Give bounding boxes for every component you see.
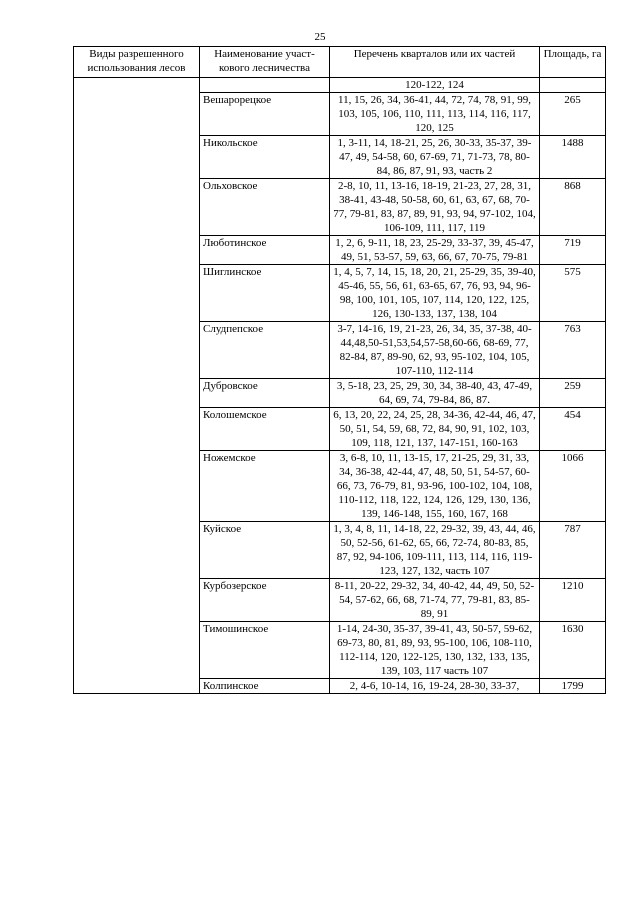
- area-cell: 763: [540, 322, 606, 379]
- quarters-cell: 8-11, 20-22, 29-32, 34, 40-42, 44, 49, 50, 52-54, 57-62, 66, 68, 71-74, 77, 79-81, 83, 85-89, 91: [330, 579, 540, 622]
- quarters-cell: 3, 6-8, 10, 11, 13-15, 17, 21-25, 29, 31, 33, 34, 36-38, 42-44, 47, 48, 50, 51, 54-57, 60-66, 73, 76-79, 81, 93-96, 100-102, 104, 108, 110-112, 118, 122, 124, 126, 129, 130, 136, 139, 146-148, 155, 160, 167, 168: [330, 451, 540, 522]
- area-cell: 1066: [540, 451, 606, 522]
- forestry-name-cell: Ольховское: [200, 179, 330, 236]
- use-type-cell: [74, 78, 200, 694]
- quarters-cell: 2, 4-6, 10-14, 16, 19-24, 28-30, 33-37,: [330, 679, 540, 694]
- header-forestry-name: Наименование участ-кового лесничества: [200, 47, 330, 78]
- quarters-cell: 1, 3-11, 14, 18-21, 25, 26, 30-33, 35-37, 39-47, 49, 54-58, 60, 67-69, 71, 71-73, 78, 80-84, 86, 87, 91, 93, часть 2: [330, 136, 540, 179]
- forest-quarters-table: [73, 46, 606, 694]
- area-cell: 259: [540, 379, 606, 408]
- forestry-name-cell: Курбозерское: [200, 579, 330, 622]
- forestry-name-cell: Люботинское: [200, 236, 330, 265]
- forestry-name-cell: Колпинское: [200, 679, 330, 694]
- forestry-name-cell: Шиглинское: [200, 265, 330, 322]
- forestry-name-cell: Слудпепское: [200, 322, 330, 379]
- forestry-name-cell: [200, 78, 330, 93]
- forestry-name-cell: Никольское: [200, 136, 330, 179]
- quarters-cell: 2-8, 10, 11, 13-16, 18-19, 21-23, 27, 28, 31, 38-41, 43-48, 50-58, 60, 61, 63, 67, 68, 70-77, 79-81, 83, 87, 89, 91, 93, 94, 97-102, 104, 106-109, 111, 117, 119: [330, 179, 540, 236]
- area-cell: 868: [540, 179, 606, 236]
- area-cell: 1210: [540, 579, 606, 622]
- area-cell: [540, 78, 606, 93]
- area-cell: 787: [540, 522, 606, 579]
- table-row: [74, 78, 606, 93]
- quarters-cell: 1, 2, 6, 9-11, 18, 23, 25-29, 33-37, 39, 45-47, 49, 51, 53-57, 59, 63, 66, 67, 70-75, 79-81: [330, 236, 540, 265]
- page-number: 25: [314, 31, 326, 43]
- quarters-cell: 11, 15, 26, 34, 36-41, 44, 72, 74, 78, 91, 99, 103, 105, 106, 110, 111, 113, 114, 116, 117, 120, 125: [330, 93, 540, 136]
- forestry-name-cell: Куйское: [200, 522, 330, 579]
- area-cell: 575: [540, 265, 606, 322]
- quarters-cell: 3, 5-18, 23, 25, 29, 30, 34, 38-40, 43, 47-49, 64, 69, 74, 79-84, 86, 87.: [330, 379, 540, 408]
- quarters-cell: 6, 13, 20, 22, 24, 25, 28, 34-36, 42-44, 46, 47, 50, 51, 54, 59, 68, 72, 84, 90, 91, 102, 103, 109, 118, 121, 137, 147-151, 160-163: [330, 408, 540, 451]
- quarters-cell: 3-7, 14-16, 19, 21-23, 26, 34, 35, 37-38, 40-44,48,50-51,53,54,57-58,60-66, 68-69, 77, 82-84, 87, 89-90, 62, 93, 95-102, 104, 105, 107-110, 112-114: [330, 322, 540, 379]
- area-cell: 1799: [540, 679, 606, 694]
- area-cell: 719: [540, 236, 606, 265]
- quarters-cell: 120-122, 124: [330, 78, 540, 93]
- header-quarters-list: Перечень кварталов или их частей: [330, 47, 540, 78]
- area-cell: 265: [540, 93, 606, 136]
- area-cell: 1630: [540, 622, 606, 679]
- header-use-type: Виды разрешенного использования лесов: [74, 47, 200, 78]
- table-header-row: [74, 47, 606, 78]
- quarters-cell: 1-14, 24-30, 35-37, 39-41, 43, 50-57, 59-62, 69-73, 80, 81, 89, 93, 95-100, 106, 108-110, 112-114, 120, 122-125, 130, 132, 133, 135, 139, 103, 117 часть 107: [330, 622, 540, 679]
- forestry-name-cell: Тимошинское: [200, 622, 330, 679]
- quarters-cell: 1, 4, 5, 7, 14, 15, 18, 20, 21, 25-29, 35, 39-40, 45-46, 55, 56, 61, 63-65, 67, 76, 93, 94, 96-98, 100, 101, 105, 107, 114, 120, 122, 125, 126, 130-133, 137, 138, 104: [330, 265, 540, 322]
- forestry-name-cell: Дубровское: [200, 379, 330, 408]
- forestry-name-cell: Вешарорецкое: [200, 93, 330, 136]
- quarters-cell: 1, 3, 4, 8, 11, 14-18, 22, 29-32, 39, 43, 44, 46, 50, 52-56, 61-62, 65, 66, 72-74, 80-83, 85, 87, 92, 94-106, 109-111, 113, 114, 116, 119-123, 127, 132, часть 107: [330, 522, 540, 579]
- forestry-name-cell: Ножемское: [200, 451, 330, 522]
- area-cell: 1488: [540, 136, 606, 179]
- area-cell: 454: [540, 408, 606, 451]
- header-area: Площадь, га: [540, 47, 606, 78]
- forestry-name-cell: Колошемское: [200, 408, 330, 451]
